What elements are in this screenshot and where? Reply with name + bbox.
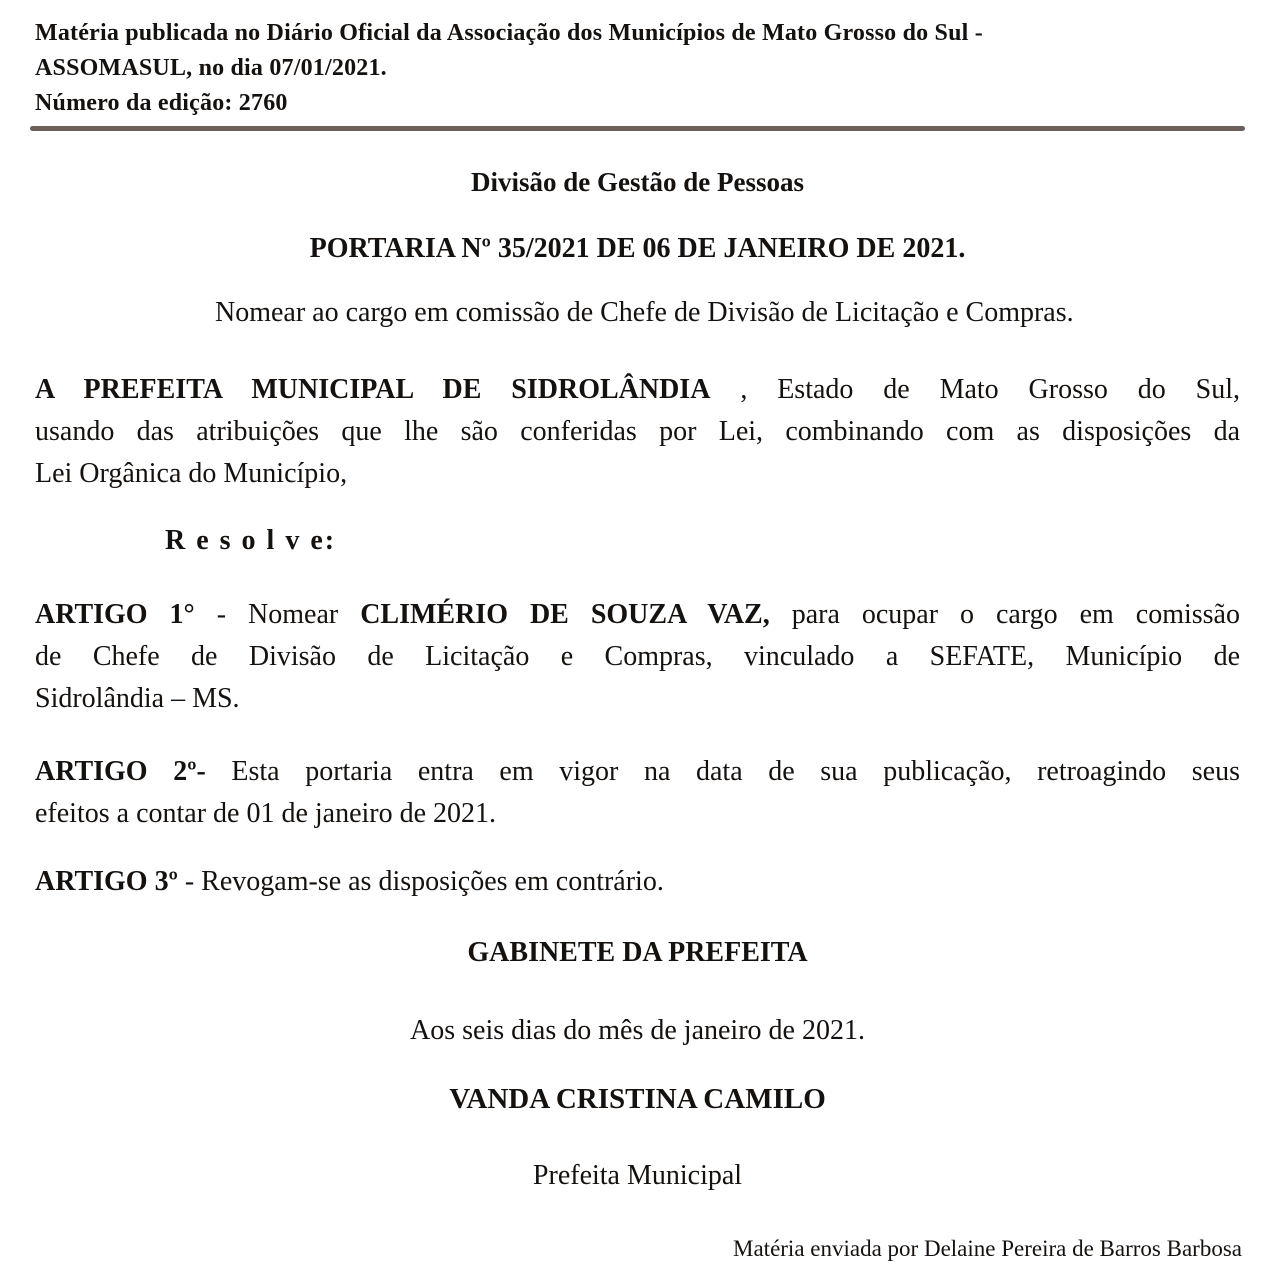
publication-note-line2: ASSOMASUL, no dia 07/01/2021. — [35, 55, 387, 81]
article-1-lead: - Nomear — [194, 599, 361, 630]
article-3-paragraph — [35, 861, 1240, 903]
article-2-label: ARTIGO 2º- — [35, 756, 206, 787]
article-1-line2: de Chefe de Divisão de Licitação e Compras, vinculado a SEFATE, Município de — [35, 641, 1240, 672]
article-1-line3: Sidrolândia – MS. — [35, 683, 240, 714]
article-3-label: ARTIGO 3º — [35, 866, 178, 897]
preamble-paragraph — [35, 369, 1240, 495]
publication-note-line1: Matéria publicada no Diário Oficial da Associação dos Municípios de Mato Grosso do Sul - — [35, 20, 983, 46]
preamble-line2: usando das atribuições que lhe são conferidas por Lei, combinando com as disposições da — [35, 416, 1240, 447]
article-3-text: - Revogam-se as disposições em contrário. — [177, 866, 664, 897]
gabinete-heading: GABINETE DA PREFEITA — [467, 937, 808, 968]
article-2-paragraph — [35, 751, 1240, 835]
department-title: Divisão de Gestão de Pessoas — [471, 167, 804, 197]
article-2-line2: efeitos a contar de 01 de janeiro de 2021. — [35, 798, 497, 829]
header-divider — [30, 126, 1245, 131]
article-1-paragraph — [35, 594, 1240, 720]
publication-header — [35, 16, 1240, 121]
article-1-line1-end: para ocupar o cargo em comissão — [769, 599, 1240, 630]
article-1-label: ARTIGO 1° — [35, 599, 195, 630]
preamble-line1 — [35, 369, 1240, 411]
article-2-line1 — [35, 751, 1240, 793]
signature-role: Prefeita Municipal — [532, 1160, 743, 1191]
article-1-appointee-name: CLIMÉRIO DE SOUZA VAZ, — [360, 599, 770, 630]
article-2-line1-rest: Esta portaria entra em vigor na data de sua publicação, retroagindo seus — [205, 756, 1240, 787]
date-line: Aos seis dias do mês de janeiro de 2021. — [410, 1015, 865, 1046]
preamble-line3: Lei Orgânica do Município, — [35, 458, 348, 489]
portaria-title: PORTARIA Nº 35/2021 DE 06 DE JANEIRO DE 2021. — [309, 233, 966, 264]
sent-by-note: Matéria enviada por Delaine Pereira de Barros Barbosa — [733, 1236, 1242, 1261]
preamble-line1-rest: , Estado de Mato Grosso do Sul, — [710, 374, 1240, 405]
signature-name: VANDA CRISTINA CAMILO — [449, 1083, 826, 1115]
summary-paragraph: Nomear ao cargo em comissão de Chefe de Divisão de Licitação e Compras. — [215, 297, 1074, 328]
article-1-line1 — [35, 594, 1240, 636]
edition-number: Número da edição: 2760 — [35, 90, 288, 116]
preamble-authority: A PREFEITA MUNICIPAL DE SIDROLÂNDIA — [35, 374, 711, 405]
resolve-label: R e s o l v e: — [165, 525, 337, 556]
